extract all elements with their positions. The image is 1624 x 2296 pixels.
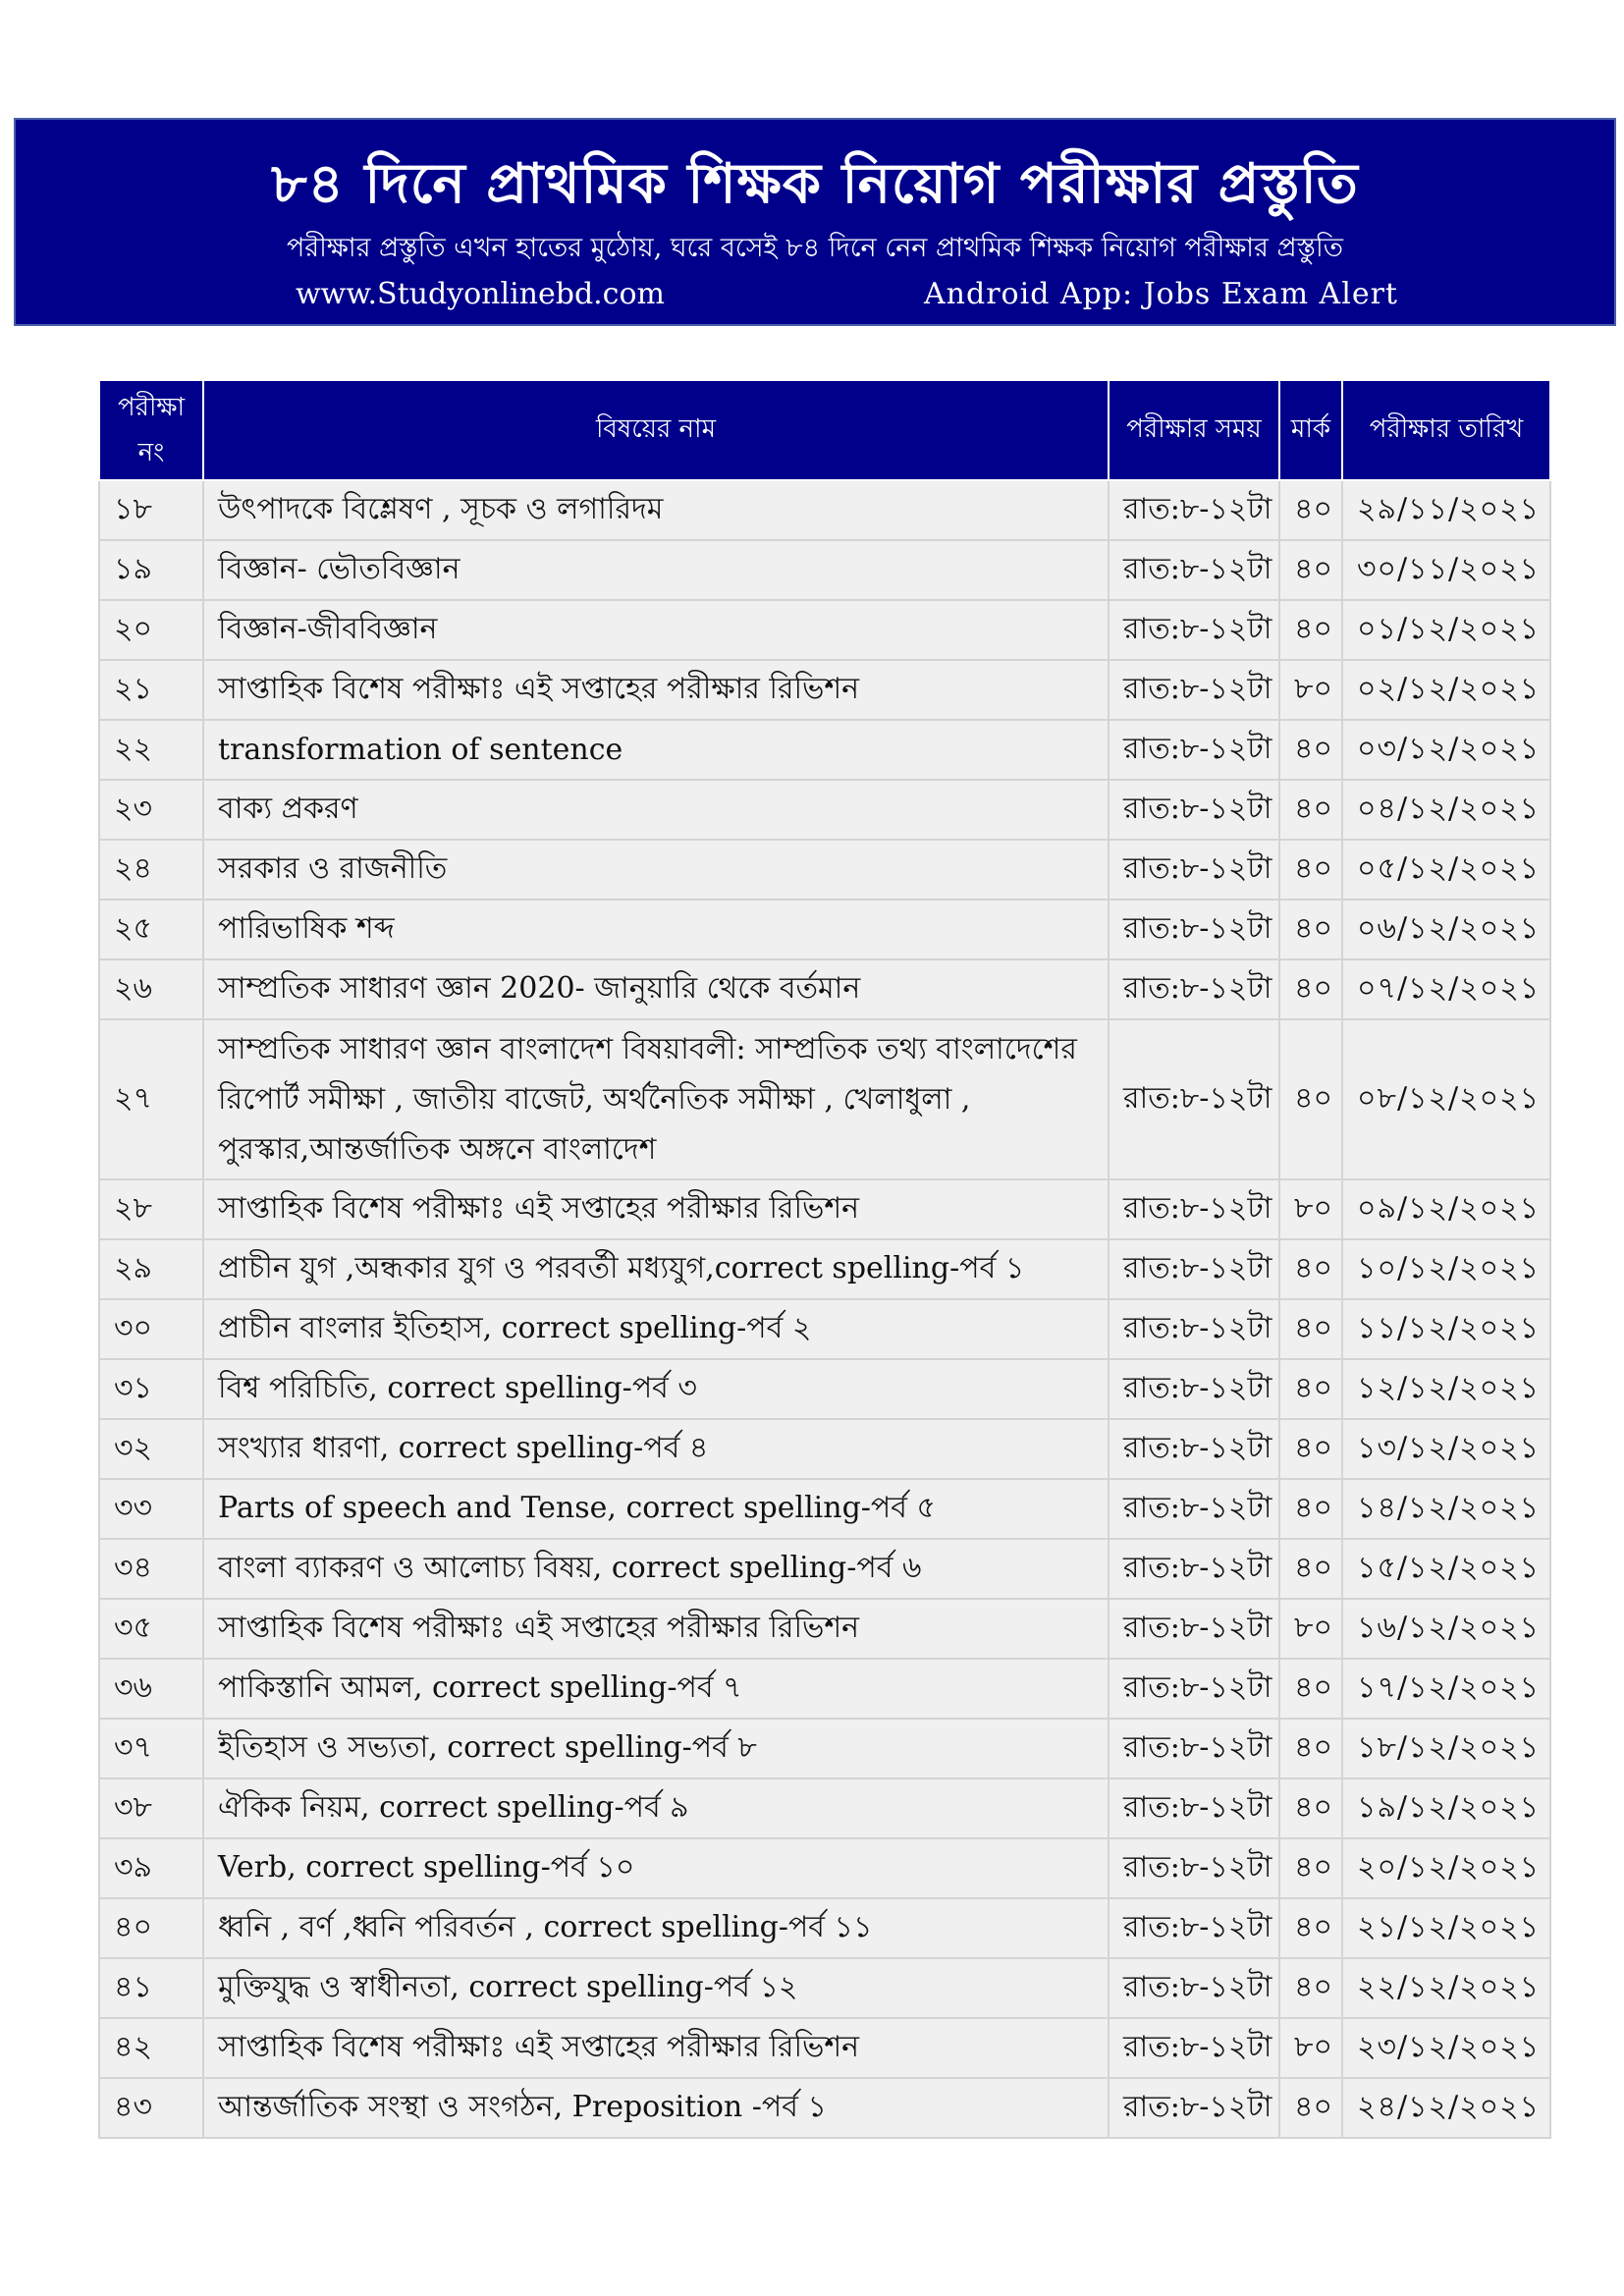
exam-date-cell: ১২/১২/২০২১ (1342, 1359, 1550, 1419)
table-row (99, 1958, 1550, 2018)
marks-cell: ৪০ (1279, 1719, 1342, 1778)
subject-cell: প্রাচীন যুগ ,অন্ধকার যুগ ও পরবর্তী মধ্যযুগ,correct spelling-পর্ব ১ (203, 1239, 1109, 1299)
exam-time-cell: রাত:৮-১২টা (1109, 900, 1279, 959)
header-marks: মার্ক (1279, 380, 1342, 480)
exam-time-cell: রাত:৮-১২টা (1109, 1239, 1279, 1299)
exam-date-cell: ২২/১২/২০২১ (1342, 1958, 1550, 2018)
subject-cell: সরকার ও রাজনীতি (203, 840, 1109, 900)
table-row (99, 1778, 1550, 1838)
exam-time-cell: রাত:৮-১২টা (1109, 1958, 1279, 2018)
exam-number-cell: ২৫ (99, 900, 203, 959)
marks-cell: ৪০ (1279, 900, 1342, 959)
marks-cell: ৪০ (1279, 1898, 1342, 1958)
exam-date-cell: ০৮/১২/২০২১ (1342, 1019, 1550, 1179)
table-row (99, 1539, 1550, 1599)
exam-time-cell: রাত:৮-১২টা (1109, 1359, 1279, 1419)
table-row (99, 900, 1550, 959)
subject-cell: পাকিস্তানি আমল, correct spelling-পর্ব ৭ (203, 1659, 1109, 1719)
exam-time-cell: রাত:৮-১২টা (1109, 1419, 1279, 1479)
exam-number-cell: ২৯ (99, 1239, 203, 1299)
table-row (99, 2018, 1550, 2078)
table-row (99, 600, 1550, 660)
subject-cell: ইতিহাস ও সভ্যতা, correct spelling-পর্ব ৮ (203, 1719, 1109, 1778)
subject-cell: পারিভাষিক শব্দ (203, 900, 1109, 959)
subject-cell: বাংলা ব্যাকরণ ও আলোচ্য বিষয়, correct spelling-পর্ব ৬ (203, 1539, 1109, 1599)
exam-time-cell: রাত:৮-১২টা (1109, 1599, 1279, 1659)
table-row (99, 1659, 1550, 1719)
exam-number-cell: ৩৮ (99, 1778, 203, 1838)
page-subtitle: পরীক্ষার প্রস্তুতি এখন হাতের মুঠোয়, ঘরে বসেই ৮৪ দিনে নেন প্রাথমিক শিক্ষক নিয়োগ পরীক্ষার প্রস্তুতি (286, 233, 1344, 263)
exam-date-cell: ১৯/১২/২০২১ (1342, 1778, 1550, 1838)
exam-number-cell: ২৮ (99, 1179, 203, 1239)
table-row (99, 1479, 1550, 1539)
exam-time-cell: রাত:৮-১২টা (1109, 660, 1279, 720)
exam-number-cell: ৩৯ (99, 1838, 203, 1898)
marks-cell: ৪০ (1279, 840, 1342, 900)
exam-time-cell: রাত:৮-১২টা (1109, 1299, 1279, 1359)
exam-time-cell: রাত:৮-১২টা (1109, 1179, 1279, 1239)
header-date: পরীক্ষার তারিখ (1342, 380, 1550, 480)
exam-time-cell: রাত:৮-১২টা (1109, 540, 1279, 600)
exam-date-cell: ০১/১২/২০২১ (1342, 600, 1550, 660)
table-row (99, 1599, 1550, 1659)
header-subject: বিষয়ের নাম (203, 380, 1109, 480)
header-time: পরীক্ষার সময় (1109, 380, 1279, 480)
marks-cell: ৮০ (1279, 2018, 1342, 2078)
exam-time-cell: রাত:৮-১২টা (1109, 480, 1279, 540)
subject-cell: সাপ্তাহিক বিশেষ পরীক্ষাঃ এই সপ্তাহের পরীক্ষার রিভিশন (203, 1179, 1109, 1239)
exam-time-cell: রাত:৮-১২টা (1109, 1719, 1279, 1778)
subject-cell: সাপ্তাহিক বিশেষ পরীক্ষাঃ এই সপ্তাহের পরীক্ষার রিভিশন (203, 1599, 1109, 1659)
table-row (99, 1898, 1550, 1958)
exam-date-cell: ০৬/১২/২০২১ (1342, 900, 1550, 959)
exam-schedule-table (98, 379, 1551, 2139)
exam-date-cell: ২১/১২/২০২১ (1342, 1898, 1550, 1958)
table-row (99, 1179, 1550, 1239)
table-row (99, 1838, 1550, 1898)
table-body (99, 480, 1550, 2138)
table-header-row (99, 380, 1550, 480)
marks-cell: ৪০ (1279, 2078, 1342, 2138)
marks-cell: ৪০ (1279, 1838, 1342, 1898)
exam-date-cell: ২৩/১২/২০২১ (1342, 2018, 1550, 2078)
exam-number-cell: ৩২ (99, 1419, 203, 1479)
marks-cell: ৪০ (1279, 600, 1342, 660)
subject-cell: বিশ্ব পরিচিতি, correct spelling-পর্ব ৩ (203, 1359, 1109, 1419)
table-row (99, 840, 1550, 900)
table-row (99, 959, 1550, 1019)
exam-date-cell: ১৭/১২/২০২১ (1342, 1659, 1550, 1719)
exam-number-cell: ৩৪ (99, 1539, 203, 1599)
exam-date-cell: ০২/১২/২০২১ (1342, 660, 1550, 720)
page-title: ৮৪ দিনে প্রাথমিক শিক্ষক নিয়োগ পরীক্ষার প্রস্তুতি (271, 151, 1359, 216)
exam-time-cell: রাত:৮-১২টা (1109, 840, 1279, 900)
subject-cell: সাম্প্রতিক সাধারণ জ্ঞান বাংলাদেশ বিষয়াবলী: সাম্প্রতিক তথ্য বাংলাদেশের রিপোর্ট সমীক্ষা , জাতীয় বাজেট, অর্থনৈতিক সমীক্ষা , খেলাধুলা , পুরস্কার,আন্তর্জাতিক অঙ্গনে বাংলাদেশ (203, 1019, 1109, 1179)
exam-number-cell: ৪১ (99, 1958, 203, 2018)
marks-cell: ৪০ (1279, 1778, 1342, 1838)
table-row (99, 1299, 1550, 1359)
table-row (99, 1359, 1550, 1419)
exam-date-cell: ০৫/১২/২০২১ (1342, 840, 1550, 900)
exam-date-cell: ১৩/১২/২০২১ (1342, 1419, 1550, 1479)
exam-time-cell: রাত:৮-১২টা (1109, 720, 1279, 780)
subject-cell: Verb, correct spelling-পর্ব ১০ (203, 1838, 1109, 1898)
exam-time-cell: রাত:৮-১২টা (1109, 1479, 1279, 1539)
exam-time-cell: রাত:৮-১২টা (1109, 1019, 1279, 1179)
subject-cell: Parts of speech and Tense, correct spelling-পর্ব ৫ (203, 1479, 1109, 1539)
exam-date-cell: ২০/১২/২০২১ (1342, 1838, 1550, 1898)
marks-cell: ৪০ (1279, 1958, 1342, 2018)
exam-number-cell: ২১ (99, 660, 203, 720)
exam-time-cell: রাত:৮-১২টা (1109, 959, 1279, 1019)
subject-cell: বিজ্ঞান-জীববিজ্ঞান (203, 600, 1109, 660)
exam-number-cell: ৪৩ (99, 2078, 203, 2138)
exam-number-cell: ৩১ (99, 1359, 203, 1419)
exam-number-cell: ২৩ (99, 780, 203, 840)
exam-number-cell: ২০ (99, 600, 203, 660)
exam-date-cell: ১১/১২/২০২১ (1342, 1299, 1550, 1359)
marks-cell: ৮০ (1279, 1179, 1342, 1239)
exam-number-cell: ২২ (99, 720, 203, 780)
exam-date-cell: ৩০/১১/২০২১ (1342, 540, 1550, 600)
app-name-text: Android App: Jobs Exam Alert (924, 277, 1398, 311)
exam-number-cell: ৩৫ (99, 1599, 203, 1659)
marks-cell: ৪০ (1279, 1019, 1342, 1179)
exam-time-cell: রাত:৮-১২টা (1109, 2018, 1279, 2078)
exam-date-cell: ২৪/১২/২০২১ (1342, 2078, 1550, 2138)
exam-number-cell: ২৭ (99, 1019, 203, 1179)
marks-cell: ৪০ (1279, 1359, 1342, 1419)
marks-cell: ৪০ (1279, 1299, 1342, 1359)
exam-number-cell: ৩৬ (99, 1659, 203, 1719)
header-exam-no: পরীক্ষা নং (99, 380, 203, 480)
table-row (99, 2078, 1550, 2138)
subject-cell: বিজ্ঞান- ভৌতবিজ্ঞান (203, 540, 1109, 600)
subject-cell: সাপ্তাহিক বিশেষ পরীক্ষাঃ এই সপ্তাহের পরীক্ষার রিভিশন (203, 2018, 1109, 2078)
exam-date-cell: ০৩/১২/২০২১ (1342, 720, 1550, 780)
exam-time-cell: রাত:৮-১২টা (1109, 1898, 1279, 1958)
exam-number-cell: ৪২ (99, 2018, 203, 2078)
table-row (99, 480, 1550, 540)
marks-cell: ৪০ (1279, 1539, 1342, 1599)
exam-date-cell: ১৬/১২/২০২১ (1342, 1599, 1550, 1659)
table-row (99, 1719, 1550, 1778)
marks-cell: ৪০ (1279, 480, 1342, 540)
exam-number-cell: ২৬ (99, 959, 203, 1019)
table-row (99, 1019, 1550, 1179)
subject-cell: আন্তর্জাতিক সংস্থা ও সংগঠন, Preposition -পর্ব ১ (203, 2078, 1109, 2138)
subject-cell: উৎপাদকে বিশ্লেষণ , সূচক ও লগারিদম (203, 480, 1109, 540)
exam-date-cell: ০৭/১২/২০২১ (1342, 959, 1550, 1019)
subject-cell: বাক্য প্রকরণ (203, 780, 1109, 840)
exam-number-cell: ৪০ (99, 1898, 203, 1958)
exam-time-cell: রাত:৮-১২টা (1109, 780, 1279, 840)
marks-cell: ৪০ (1279, 780, 1342, 840)
exam-number-cell: ৩০ (99, 1299, 203, 1359)
exam-time-cell: রাত:৮-১২টা (1109, 1539, 1279, 1599)
exam-number-cell: ২৪ (99, 840, 203, 900)
marks-cell: ৪০ (1279, 720, 1342, 780)
marks-cell: ৪০ (1279, 540, 1342, 600)
subject-cell: মুক্তিযুদ্ধ ও স্বাধীনতা, correct spelling-পর্ব ১২ (203, 1958, 1109, 2018)
exam-time-cell: রাত:৮-১২টা (1109, 2078, 1279, 2138)
marks-cell: ৮০ (1279, 660, 1342, 720)
subject-cell: ধ্বনি , বর্ণ ,ধ্বনি পরিবর্তন , correct spelling-পর্ব ১১ (203, 1898, 1109, 1958)
table-row (99, 1419, 1550, 1479)
exam-time-cell: রাত:৮-১২টা (1109, 1659, 1279, 1719)
table-row (99, 540, 1550, 600)
subject-cell: transformation of sentence (203, 720, 1109, 780)
exam-date-cell: ২৯/১১/২০২১ (1342, 480, 1550, 540)
exam-number-cell: ১৯ (99, 540, 203, 600)
marks-cell: ৪০ (1279, 1419, 1342, 1479)
exam-time-cell: রাত:৮-১২টা (1109, 600, 1279, 660)
exam-date-cell: ০৯/১২/২০২১ (1342, 1179, 1550, 1239)
table-row (99, 780, 1550, 840)
header-banner (14, 118, 1616, 326)
exam-date-cell: ১৫/১২/২০২১ (1342, 1539, 1550, 1599)
exam-time-cell: রাত:৮-১২টা (1109, 1838, 1279, 1898)
exam-number-cell: ৩৭ (99, 1719, 203, 1778)
marks-cell: ৪০ (1279, 1239, 1342, 1299)
exam-date-cell: ০৪/১২/২০২১ (1342, 780, 1550, 840)
subject-cell: সাম্প্রতিক সাধারণ জ্ঞান 2020- জানুয়ারি থেকে বর্তমান (203, 959, 1109, 1019)
exam-date-cell: ১০/১২/২০২১ (1342, 1239, 1550, 1299)
subject-cell: সাপ্তাহিক বিশেষ পরীক্ষাঃ এই সপ্তাহের পরীক্ষার রিভিশন (203, 660, 1109, 720)
exam-date-cell: ১৮/১২/২০২১ (1342, 1719, 1550, 1778)
website-text: www.Studyonlinebd.com (296, 277, 665, 311)
table-row (99, 660, 1550, 720)
exam-date-cell: ১৪/১২/২০২১ (1342, 1479, 1550, 1539)
marks-cell: ৪০ (1279, 1659, 1342, 1719)
table-row (99, 720, 1550, 780)
exam-number-cell: ৩৩ (99, 1479, 203, 1539)
marks-cell: ৮০ (1279, 1599, 1342, 1659)
subject-cell: প্রাচীন বাংলার ইতিহাস, correct spelling-পর্ব ২ (203, 1299, 1109, 1359)
marks-cell: ৪০ (1279, 959, 1342, 1019)
marks-cell: ৪০ (1279, 1479, 1342, 1539)
exam-time-cell: রাত:৮-১২টা (1109, 1778, 1279, 1838)
exam-number-cell: ১৮ (99, 480, 203, 540)
table-row (99, 1239, 1550, 1299)
subject-cell: সংখ্যার ধারণা, correct spelling-পর্ব ৪ (203, 1419, 1109, 1479)
subject-cell: ঐকিক নিয়ম, correct spelling-পর্ব ৯ (203, 1778, 1109, 1838)
